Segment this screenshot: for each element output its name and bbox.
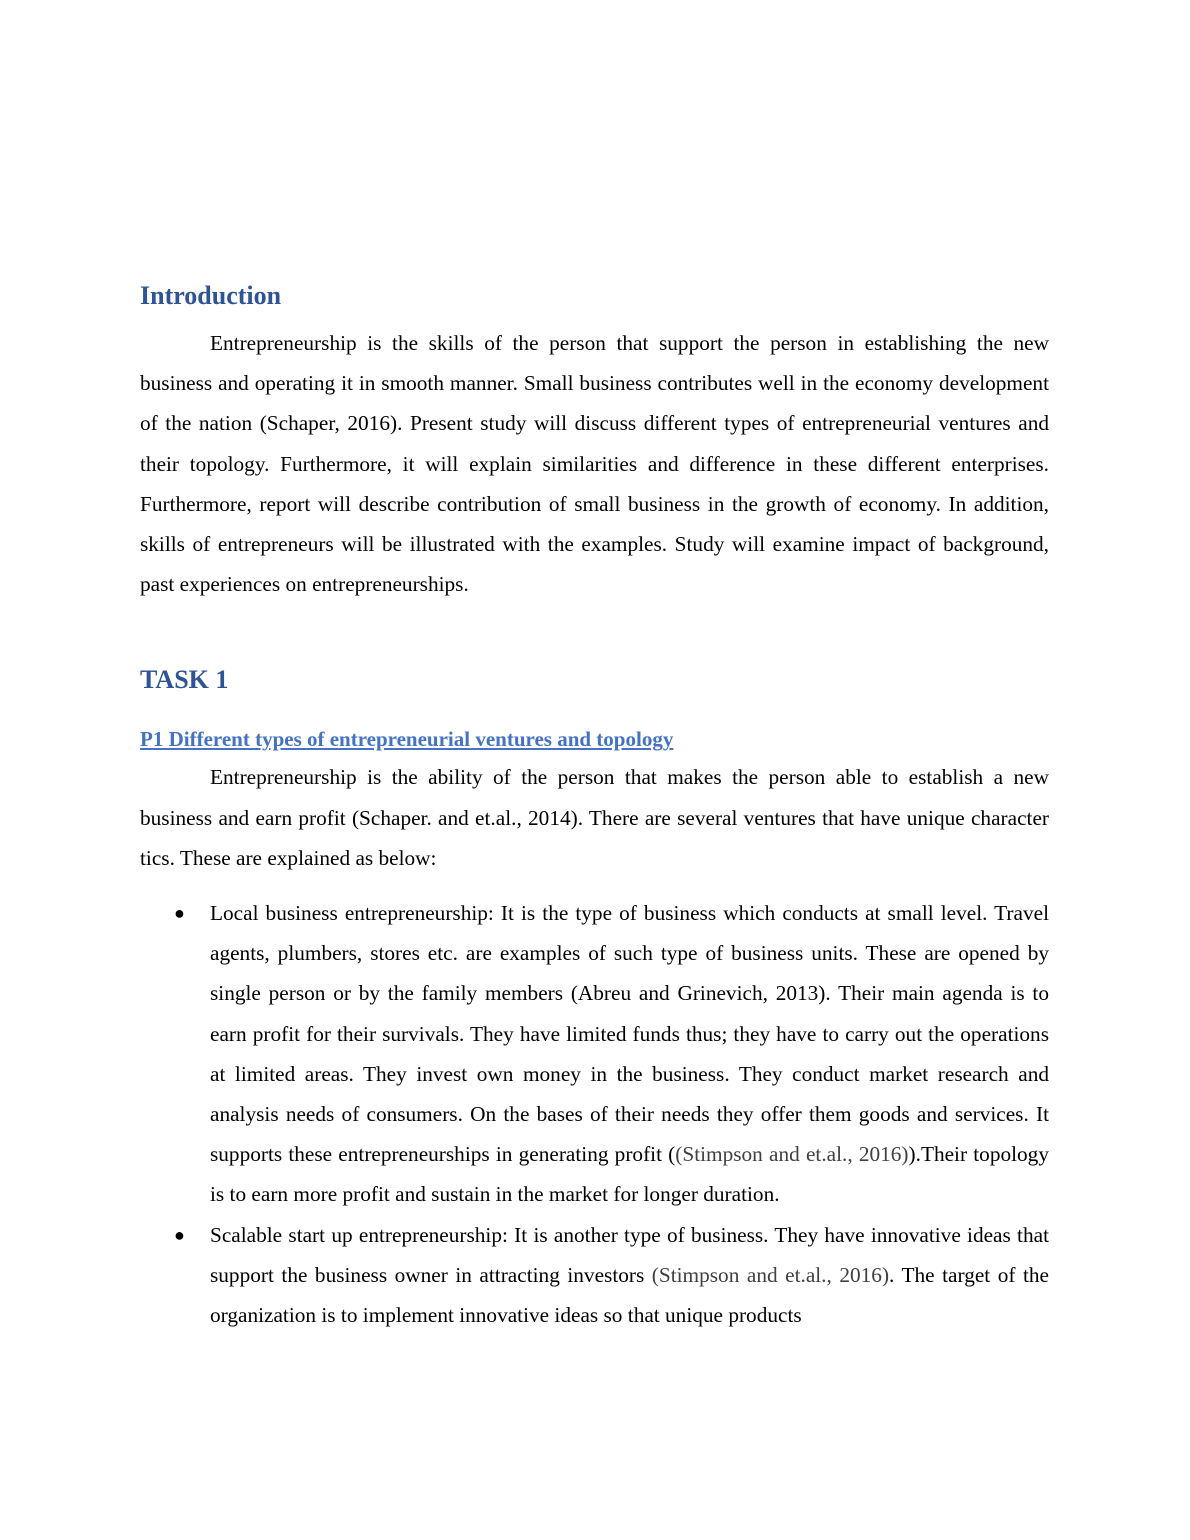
task1-heading: TASK 1: [140, 665, 229, 695]
task1-paragraph: Entrepreneurship is the ability of the person that makes the person able to establish a new business and earn profit (Schaper. and et.al., 2014). There are several ventures that have unique character tics. These are explained as below:: [140, 765, 1049, 870]
bullet-icon: ●: [174, 1224, 185, 1245]
citation: (Stimpson and et.al., 2016): [675, 1142, 909, 1167]
list-item-text: ).Their topology is to earn more profit and sustain in the market for longer duration.: [210, 1142, 1049, 1207]
list-item: [140, 893, 1049, 1215]
introduction-heading: Introduction: [140, 281, 282, 310]
list-item-text: Local business entrepreneurship: It is the type of business which conducts at small level. Travel agents, plumbers, stores etc. are examples of such type of business units. These are opened by single person or by the family members (Abreu and Grinevich, 2013). Their main agenda is to earn profit for their survivals. They have limited funds thus; they have to carry out the operations at limited areas. They invest own money in the business. They conduct market research and analysis needs of consumers. On the bases of their needs they offer them goods and services. It supports these entrepreneurships in generating profit (: [210, 901, 1049, 1167]
bullet-icon: ●: [174, 903, 185, 924]
p1-subheading: P1 Different types of entrepreneurial ventures and topology: [140, 727, 674, 752]
citation: (Stimpson and et.al., 2016): [651, 1262, 890, 1287]
list-item-text: . The target of the organization is to implement innovative ideas so that unique products: [210, 1262, 1049, 1328]
document-body: [140, 278, 1049, 1335]
list-item-text: Scalable start up entrepreneurship: It is another type of business. They have innovative ideas that support the business owner in attracting investors: [210, 1222, 1049, 1287]
introduction-paragraph: Entrepreneurship is the skills of the person that support the person in establishing the new business and operating it in smooth manner. Small business contributes well in the economy development of the nation (Schaper, 2016). Present study will discuss different types of entrepreneurial ventures and their topology. Furthermore, it will explain similarities and difference in these different enterprises. Furthermore, report will describe contribution of small business in the growth of economy. In addition, skills of entrepreneurs will be illustrated with the examples. Study will examine impact of background, past experiences on entrepreneurships.: [140, 331, 1049, 597]
ventures-list: [140, 893, 1049, 1335]
list-item: [140, 1215, 1049, 1336]
